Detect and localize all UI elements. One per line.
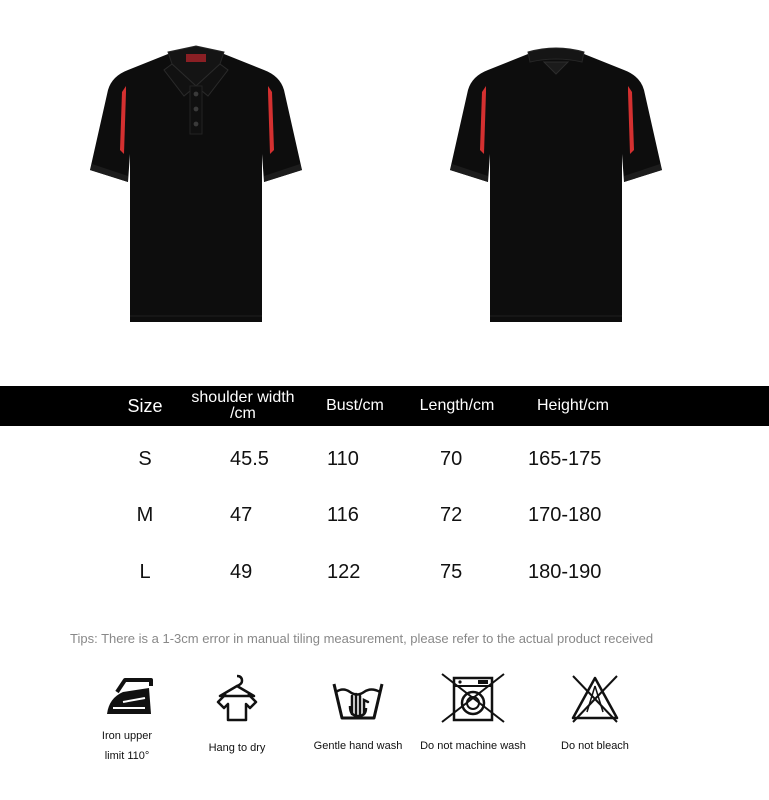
size-table-header: [0, 386, 769, 426]
no-machine-wash-icon: [413, 672, 533, 724]
cell-length: 70: [440, 447, 463, 470]
cell-size: L: [139, 560, 151, 583]
cell-height: 165-175: [528, 447, 602, 470]
cell-bust: 122: [327, 560, 361, 583]
care-hand-wash-label: Gentle hand wash: [313, 740, 403, 752]
cell-size: S: [138, 447, 152, 470]
table-row: [0, 500, 769, 530]
polo-front-image: [84, 30, 310, 330]
care-no-machine-wash: [413, 672, 533, 756]
care-iron: [67, 672, 187, 766]
header-height: Height/cm: [536, 397, 610, 414]
header-shoulder-line2: /cm: [230, 405, 256, 422]
care-no-machine-label: Do not machine wash: [420, 740, 526, 752]
cell-bust: 116: [327, 503, 359, 526]
cell-bust: 110: [327, 447, 359, 470]
care-iron-label-1: Iron upper: [101, 730, 153, 742]
cell-length: 72: [440, 503, 463, 526]
table-row: [0, 444, 769, 474]
header-bust: Bust/cm: [326, 397, 384, 414]
header-length: Length/cm: [419, 397, 495, 414]
iron-icon: [67, 672, 187, 720]
table-row: [0, 557, 769, 587]
cell-shoulder: 47: [230, 503, 253, 526]
care-iron-label-2: limit 110°: [104, 750, 150, 762]
cell-shoulder: 49: [230, 560, 253, 583]
cell-length: 75: [440, 560, 463, 583]
cell-size: M: [136, 503, 154, 526]
measurement-tip: Tips: There is a 1-3cm error in manual tiling measurement, please refer to the actual product received: [70, 631, 654, 646]
cell-height: 180-190: [528, 560, 602, 583]
care-hang: [177, 672, 297, 758]
cell-shoulder: 45.5: [230, 447, 269, 470]
polo-back-image: [444, 30, 670, 330]
no-bleach-icon: [535, 672, 655, 724]
hand-wash-icon: [298, 672, 418, 724]
care-hand-wash: [298, 672, 418, 756]
header-size: Size: [127, 396, 163, 416]
header-shoulder-width: [180, 386, 306, 426]
cell-height: 170-180: [528, 503, 602, 526]
care-no-bleach-label: Do not bleach: [561, 740, 629, 752]
care-no-bleach: [535, 672, 655, 756]
header-shoulder-line1: shoulder width: [191, 389, 295, 406]
care-hang-label: Hang to dry: [208, 742, 266, 754]
hanger-shirt-icon: [177, 672, 297, 724]
